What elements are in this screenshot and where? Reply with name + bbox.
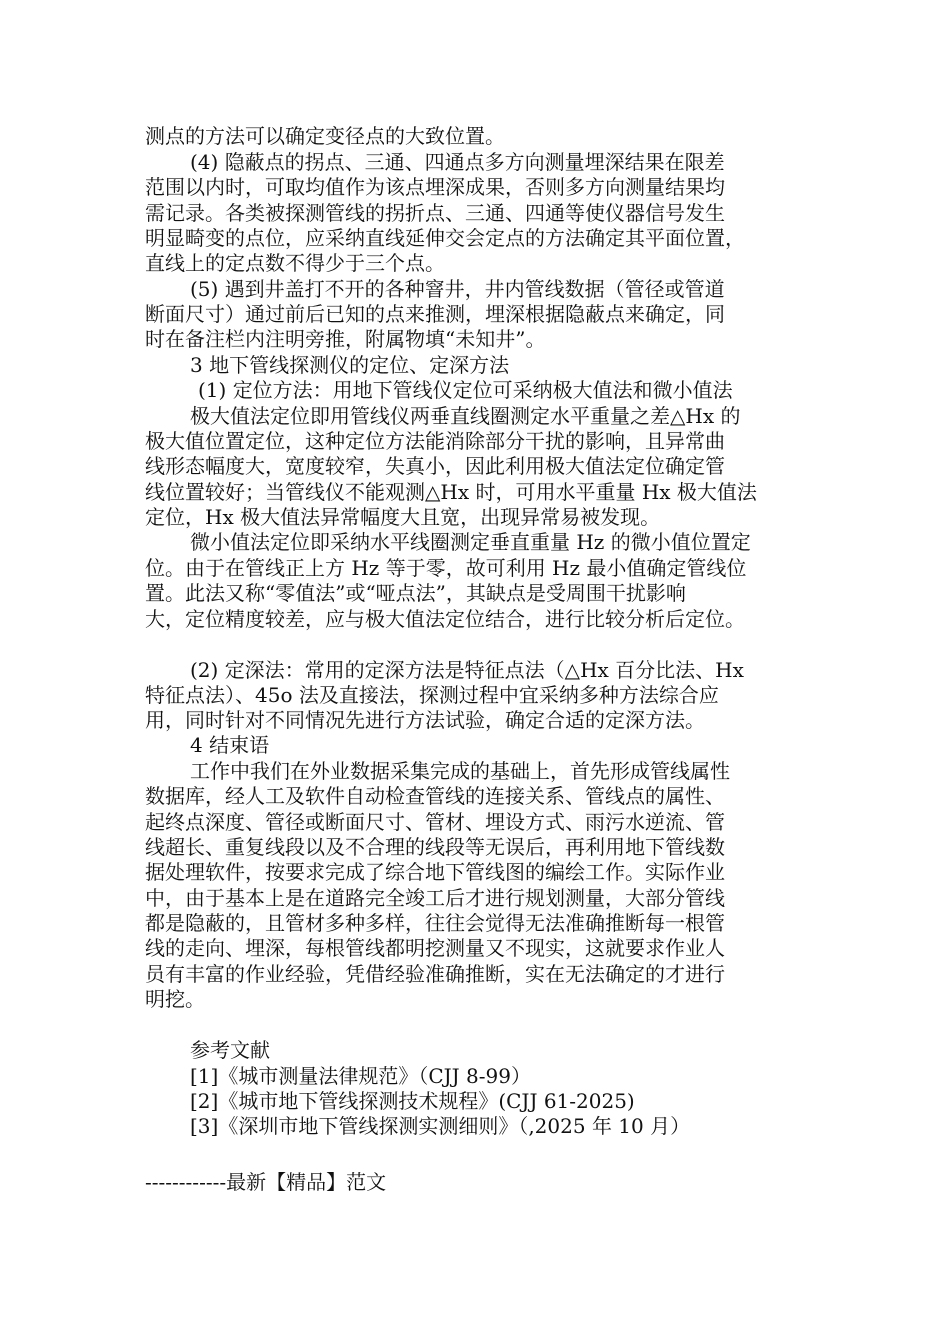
body-line: 起终点深度、管径或断面尺寸、管材、埋设方式、雨污水逆流、管 [145, 810, 725, 834]
body-line: 范围以内时，可取均值作为该点埋深成果，否则多方向测量结果均 [145, 175, 725, 199]
body-line: 微小值法定位即采纳水平线圈测定垂直重量 Hz 的微小值位置定 [190, 530, 751, 554]
body-line: 线形态幅度大，宽度较窄，失真小，因此利用极大值法定位确定管 [145, 454, 725, 478]
body-line: (1) 定位方法：用地下管线仪定位可采纳极大值法和微小值法 [198, 378, 733, 402]
body-line: 线的走向、埋深，每根管线都明挖测量又不现实，这就要求作业人 [145, 936, 725, 960]
body-line: 时在备注栏内注明旁推，附属物填“未知井”。 [145, 327, 546, 351]
body-line: 明挖。 [145, 987, 205, 1011]
body-line: 大，定位精度较差，应与极大值法定位结合，进行比较分析后定位。 [145, 607, 745, 631]
footer-text: ------------最新【精品】范文 [145, 1170, 387, 1194]
body-line: 都是隐蔽的，且管材多种多样，往往会觉得无法准确推断每一根管 [145, 911, 725, 935]
body-line: 用，同时针对不同情况先进行方法试验，确定合适的定深方法。 [145, 708, 705, 732]
reference-item: [1]《城市测量法律规范》（CJJ 8-99） [190, 1064, 531, 1088]
reference-item: [3]《深圳市地下管线探测实测细则》（,2025 年 10 月） [190, 1114, 691, 1138]
body-line: (5) 遇到井盖打不开的各种窨井，井内管线数据（管径或管道 [190, 277, 725, 301]
body-line: 极大值位置定位，这种定位方法能消除部分干扰的影响，且异常曲 [145, 429, 725, 453]
references-heading: 参考文献 [190, 1038, 270, 1062]
body-line: 工作中我们在外业数据采集完成的基础上，首先形成管线属性 [190, 759, 730, 783]
body-line: 位。由于在管线正上方 Hz 等于零，故可利用 Hz 最小值确定管线位 [145, 556, 747, 580]
body-line: 极大值法定位即用管线仪两垂直线圈测定水平重量之差△Hx 的 [190, 404, 741, 428]
body-line: 特征点法）、45o 法及直接法，探测过程中宜采纳多种方法综合应 [145, 683, 719, 707]
body-line: 员有丰富的作业经验，凭借经验准确推断，实在无法确定的才进行 [145, 962, 725, 986]
body-line: 据处理软件，按要求完成了综合地下管线图的编绘工作。实际作业 [145, 860, 725, 884]
body-line: 中，由于基本上是在道路完全竣工后才进行规划测量，大部分管线 [145, 886, 725, 910]
body-line: (2) 定深法：常用的定深方法是特征点法（△Hx 百分比法、Hx [190, 658, 744, 682]
body-line: 需记录。各类被探测管线的拐折点、三通、四通等使仪器信号发生 [145, 201, 725, 225]
section-heading: 3 地下管线探测仪的定位、定深方法 [190, 353, 510, 377]
body-line: (4) 隐蔽点的拐点、三通、四通点多方向测量埋深结果在限差 [190, 150, 725, 174]
reference-item: [2]《城市地下管线探测技术规程》(CJJ 61-2025) [190, 1089, 635, 1113]
body-line: 数据库，经人工及软件自动检查管线的连接关系、管线点的属性、 [145, 784, 725, 808]
body-line: 断面尺寸）通过前后已知的点来推测，埋深根据隐蔽点来确定，同 [145, 302, 725, 326]
body-line: 线超长、重复线段以及不合理的线段等无误后，再利用地下管线数 [145, 835, 725, 859]
body-line: 线位置较好；当管线仪不能观测△Hx 时，可用水平重量 Hx 极大值法 [145, 480, 757, 504]
body-line: 定位，Hx 极大值法异常幅度大且宽，出现异常易被发现。 [145, 505, 661, 529]
body-line: 直线上的定点数不得少于三个点。 [145, 251, 445, 275]
body-line: 置。此法又称“零值法”或“哑点法”，其缺点是受周围干扰影响 [145, 581, 686, 605]
body-line: 明显畸变的点位，应采纳直线延伸交会定点的方法确定其平面位置， [145, 226, 745, 250]
section-heading: 4 结束语 [190, 733, 270, 757]
body-line: 测点的方法可以确定变径点的大致位置。 [145, 124, 505, 148]
